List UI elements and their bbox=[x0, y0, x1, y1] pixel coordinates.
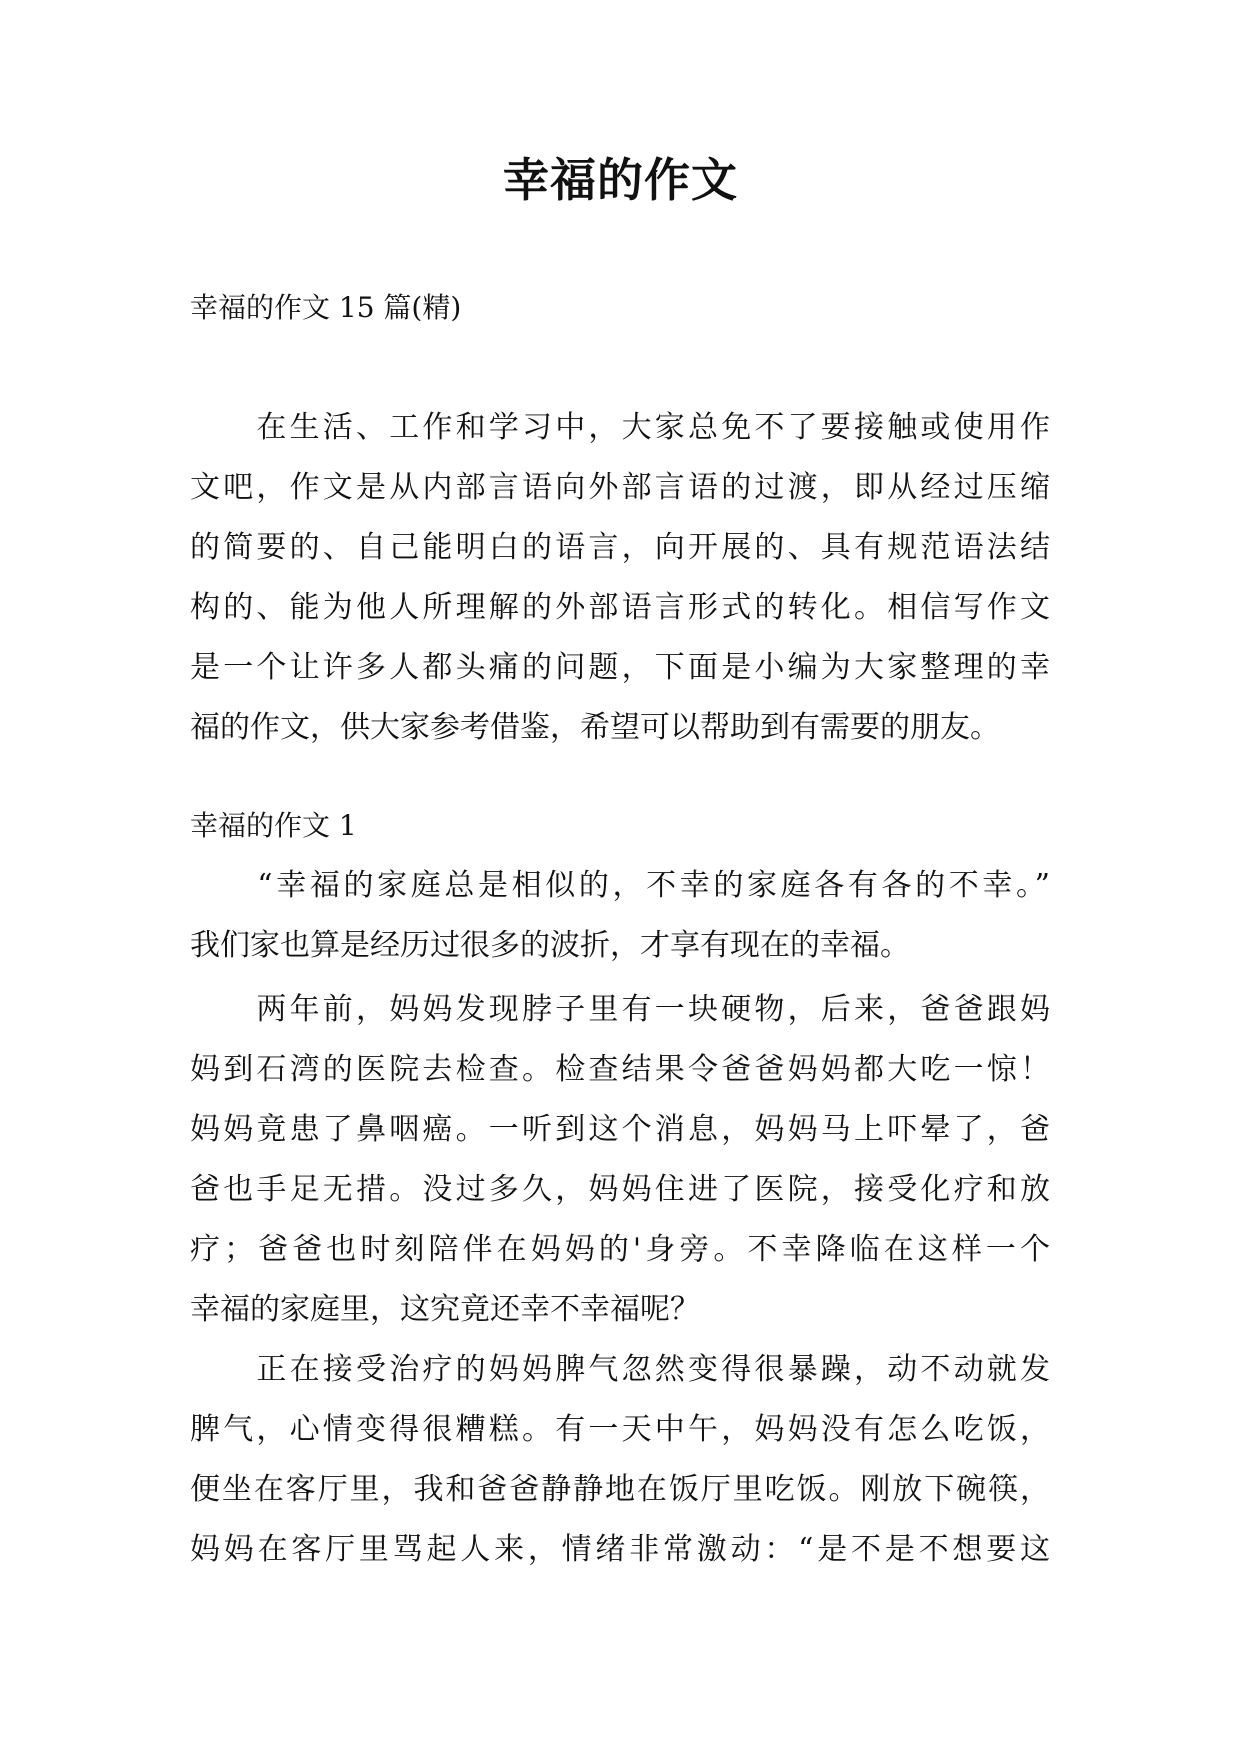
text-line: 两年前，妈妈发现脖子里有一块硬物，后来，爸爸跟妈 bbox=[190, 992, 1050, 1027]
body-paragraph-2 bbox=[190, 980, 1050, 1340]
text-line: 妈妈在客厅里骂起人来，情绪非常激动：“是不是不想要这 bbox=[190, 1532, 1050, 1567]
text-line: 幸福的家庭里，这究竟还幸不幸福呢？ bbox=[190, 1292, 700, 1327]
text-line: 我们家也算是经历过很多的波折，才享有现在的幸福。 bbox=[190, 928, 910, 963]
text-line: 在生活、工作和学习中，大家总免不了要接触或使用作 bbox=[190, 410, 1050, 445]
text-line: 福的作文，供大家参考借鉴，希望可以帮助到有需要的朋友。 bbox=[190, 710, 1000, 745]
text-line: 构的、能为他人所理解的外部语言形式的转化。相信写作文 bbox=[190, 590, 1050, 625]
text-line: 爸也手足无措。没过多久，妈妈住进了医院，接受化疗和放 bbox=[190, 1172, 1050, 1207]
document-subtitle: 幸福的作文 15 篇(精) bbox=[190, 291, 462, 324]
body-paragraph-1 bbox=[190, 856, 1050, 976]
text-line: 妈到石湾的医院去检查。检查结果令爸爸妈妈都大吃一惊！ bbox=[190, 1052, 1050, 1087]
text-line: 脾气，心情变得很糟糕。有一天中午，妈妈没有怎么吃饭， bbox=[190, 1412, 1050, 1447]
text-line: 文吧，作文是从内部言语向外部言语的过渡，即从经过压缩 bbox=[190, 470, 1050, 505]
text-line: 正在接受治疗的妈妈脾气忽然变得很暴躁，动不动就发 bbox=[190, 1352, 1050, 1387]
text-line: 妈妈竟患了鼻咽癌。一听到这个消息，妈妈马上吓晕了，爸 bbox=[190, 1112, 1050, 1147]
document-title: 幸福的作文 bbox=[503, 153, 738, 207]
section-heading: 幸福的作文 1 bbox=[190, 809, 357, 842]
text-line: “幸福的家庭总是相似的，不幸的家庭各有各的不幸。” bbox=[190, 868, 1050, 903]
text-line: 是一个让许多人都头痛的问题，下面是小编为大家整理的幸 bbox=[190, 650, 1050, 685]
text-line: 的简要的、自己能明白的语言，向开展的、具有规范语法结 bbox=[190, 530, 1050, 565]
intro-paragraph bbox=[190, 398, 1050, 758]
text-line: 便坐在客厅里，我和爸爸静静地在饭厅里吃饭。刚放下碗筷， bbox=[190, 1472, 1050, 1507]
body-paragraph-3 bbox=[190, 1340, 1050, 1580]
text-line: 疗；爸爸也时刻陪伴在妈妈的'身旁。不幸降临在这样一个 bbox=[190, 1232, 1050, 1267]
